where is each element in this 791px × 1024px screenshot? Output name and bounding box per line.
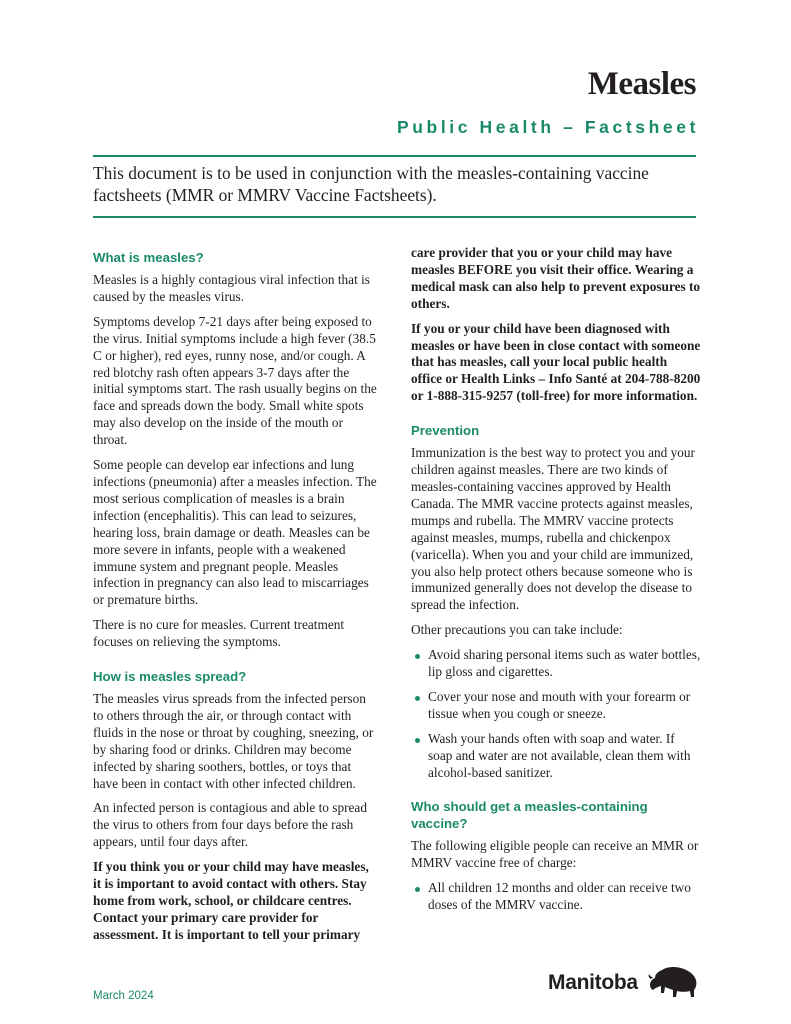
bison-icon (648, 966, 698, 1000)
list-item-text: Wash your hands often with soap and water. If soap and water are not available, clean them with alcohol-based sanitizer. (428, 730, 691, 780)
bullet-icon (415, 738, 420, 743)
who-paragraph-1: The following eligible people can receive an MMR or MMRV vaccine free of charge: (411, 838, 699, 871)
right-column (411, 245, 701, 922)
intro-text: This document is to be used in conjunction with the measles-containing vaccine factsheets (MMR or MMRV Vaccine Factsheets). (93, 163, 649, 205)
manitoba-logo (548, 966, 698, 1000)
bullet-icon (415, 654, 420, 659)
list-item-text: Avoid sharing personal items such as water bottles, lip gloss and cigarettes. (428, 647, 701, 680)
precautions-list (411, 647, 701, 781)
list-item (411, 689, 701, 723)
spread-warning-part-2: care provider that you or your child may have measles BEFORE you visit their office. Wearing a medical mask can also help to prevent exposures to others. (411, 245, 701, 311)
spread-paragraph-1: The measles virus spreads from the infected person to others through the air, or through contact with fluids in the nose or throat by coughing, sneezing, or by sharing food or drinks. Children may become infected by sharing soothers, bottles, or toys that have been in contact with other infected children. (93, 691, 374, 791)
list-item-text: Cover your nose and mouth with your forearm or tissue when you cough or sneeze. (428, 688, 691, 721)
prevention-paragraph-1: Immunization is the best way to protect you and your children against measles. There are two kinds of measles-containing vaccines approved by Health Canada. The MMR vaccine protects against measles, mumps and rubella. The MMRV vaccine protects against measles, mumps, rubella and chickenpox (varicella). When you and your child are immunized, you also help protect others because someone who is immunized generally does not develop the disease to spread the infection. (411, 445, 695, 613)
bullet-icon (415, 887, 420, 892)
what-paragraph-4: There is no cure for measles. Current treatment focuses on relieving the symptoms. (93, 617, 345, 650)
what-paragraph-1: Measles is a highly contagious viral infection that is caused by the measles virus. (93, 272, 370, 304)
spread-warning-part-1: If you think you or your child may have measles, it is important to avoid contact with others. Stay home from work, school, or childcare centres. Contact your primary care provider for assessment. It is important to tell your primary (93, 859, 369, 942)
footer-date: March 2024 (93, 990, 154, 1002)
eligible-list (411, 880, 701, 914)
header-divider-top (93, 155, 696, 157)
heading-what-is-measles: What is measles? (93, 250, 204, 265)
list-item (411, 880, 701, 914)
spread-paragraph-2: An infected person is contagious and able to spread the virus to others from four days before the rash appears, until four days after. (93, 800, 367, 850)
left-column (93, 249, 379, 952)
spread-contact-info: If you or your child have been diagnosed with measles or have been in close contact with someone that has measles, call your local public health office or Health Links – Info Santé at 204-788-8200 or 1-888-315-9257 (toll-free) for more information. (411, 320, 701, 404)
page-title: Measles (587, 66, 696, 102)
list-item (411, 731, 701, 782)
page-subtitle: Public Health – Factsheet (396, 117, 699, 137)
heading-prevention: Prevention (411, 423, 480, 439)
logo-wordmark: Manitoba (548, 971, 638, 994)
list-item (411, 647, 701, 681)
header-divider-bottom (93, 216, 696, 218)
bullet-icon (415, 696, 420, 701)
what-paragraph-3: Some people can develop ear infections and lung infections (pneumonia) after a measles infection. The most serious complication of measles is a brain infection (encephalitis). This can lead to seizures, hearing loss, brain damage or death. Measles can be more severe in infants, people with a weakened immune system and pregnant people. Measles infection in pregnancy can also lead to miscarriages or premature births. (93, 457, 377, 608)
heading-who-should-get-vaccine: Who should get a measles-containing vaccine? (411, 799, 648, 832)
prevention-paragraph-2: Other precautions you can take include: (411, 622, 623, 638)
what-paragraph-2: Symptoms develop 7-21 days after being exposed to the virus. Initial symptoms include a high fever (38.5 C or higher), red eyes, runny nose, and/or cough. A red blotchy rash often appears 3-7 days after the initial symptoms start. The rash usually begins on the face and spreads down the body. Small white spots may also develop on the inside of the mouth or throat. (93, 313, 377, 448)
list-item-text: All children 12 months and older can receive two doses of the MMRV vaccine. (428, 880, 691, 913)
heading-how-spread: How is measles spread? (93, 669, 247, 685)
